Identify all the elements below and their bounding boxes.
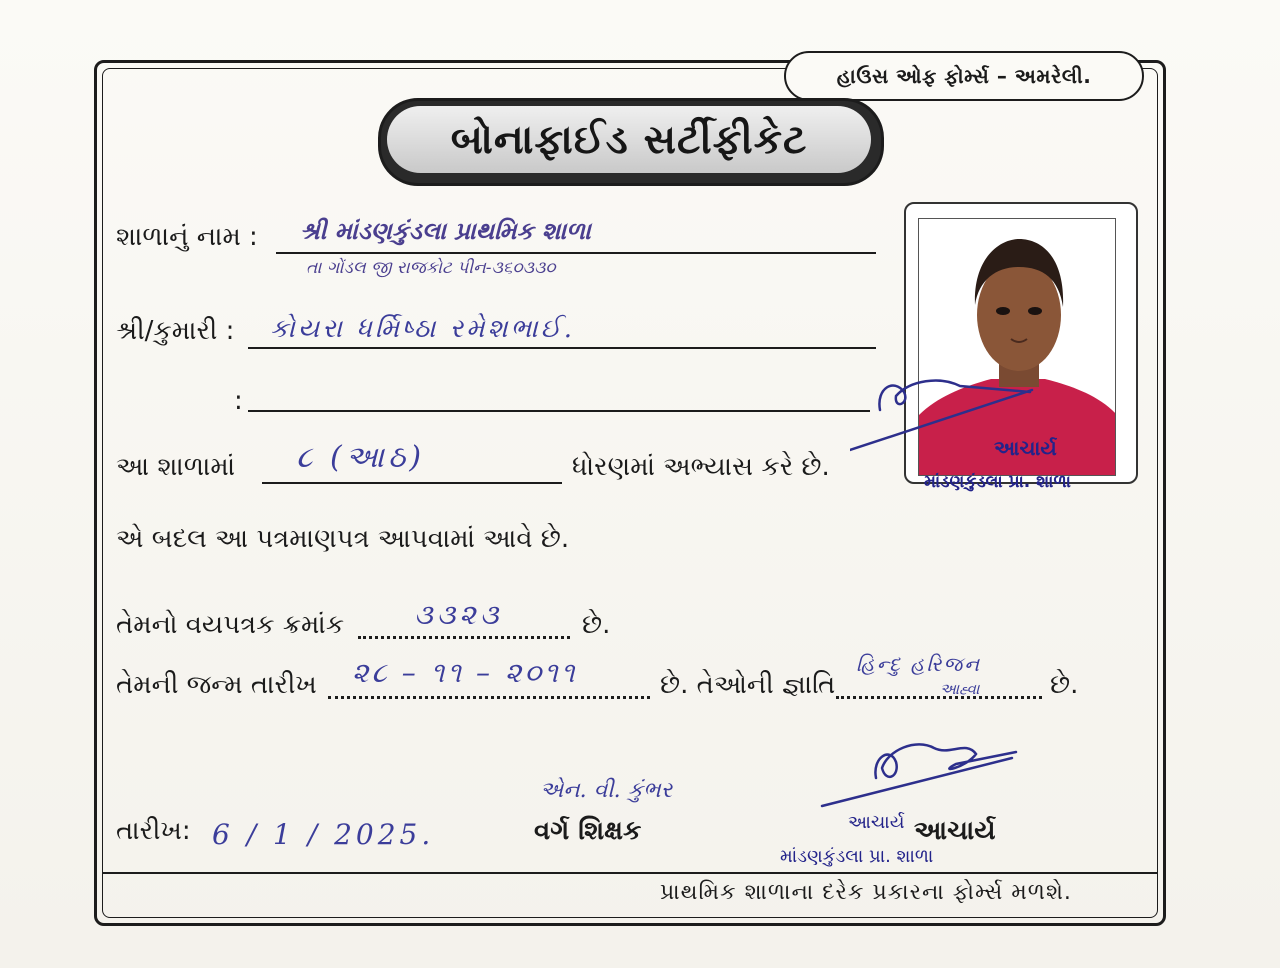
- extra-line-colon: :: [234, 386, 243, 416]
- dob-dots: [328, 696, 650, 699]
- register-dots: [358, 636, 570, 639]
- principal-signature: [816, 728, 1026, 812]
- school-name-stamp: શ્રી માંડણકુંડલા પ્રાથમિક શાળા: [300, 216, 591, 245]
- school-label: શાળાનું નામ :: [116, 222, 258, 252]
- student-name-line: [248, 347, 876, 349]
- class-value-handwritten: ૮ (આઠ): [296, 440, 426, 475]
- school-name-line: [276, 252, 876, 254]
- class-suffix: ધોરણમાં અભ્યાસ કરે છે.: [572, 452, 830, 482]
- caste-suffix: છે.: [1050, 670, 1079, 700]
- photo-stamp-school: માંડણકુંડલા પ્રા. શાળા: [924, 472, 1071, 492]
- student-name-handwritten: કોયરા ધર્મિષ્ઠા રમેશભાઈ.: [270, 314, 576, 344]
- footer-note: પ્રાથમિક શાળાના દરેક પ્રકારના ફોર્મ્સ મળશે.: [660, 880, 1072, 905]
- publisher-text: હાઉસ ઓફ ફોર્મ્સ – અમરેલી.: [836, 64, 1092, 88]
- register-suffix: છે.: [582, 610, 611, 640]
- teacher-name-handwritten: એન. વી. કુંભર: [540, 778, 673, 803]
- register-label: તેમનો વયપત્રક ક્રમાંક: [116, 610, 345, 640]
- caste-value-handwritten: હિન્દુ હરિજન: [856, 652, 982, 676]
- teacher-label: વર્ગ શિક્ષક: [534, 816, 642, 846]
- certificate-title: બોનાફાઈડ સર્ટીફીકેટ: [450, 116, 808, 163]
- dob-value-handwritten: ૨૮ – ૧૧ – ૨૦૧૧: [352, 656, 578, 689]
- caste-dots: [836, 696, 1042, 699]
- publisher-badge: [784, 51, 1144, 101]
- title-plate: [387, 106, 871, 173]
- dob-suffix: છે. તેઓની જ્ઞાતિ: [660, 670, 836, 700]
- dob-label: તેમની જન્મ તારીખ: [116, 670, 317, 700]
- student-label: શ્રી/કુમારી :: [116, 316, 235, 346]
- photo-stamp-principal: આચાર્ય: [994, 436, 1057, 460]
- principal-stamp-school: માંડણકુંડલા પ્રા. શાળા: [780, 846, 934, 867]
- school-address-stamp: તા ગોંડલ જી રાજકોટ પીન-૩૬૦૩૩૦: [306, 258, 556, 278]
- extra-blank-line: [248, 410, 870, 412]
- class-line: [262, 482, 562, 484]
- class-prefix: આ શાળામાં: [116, 452, 236, 482]
- certify-text: એ બદલ આ પત્રમાણપત્ર આપવામાં આવે છે.: [116, 524, 570, 554]
- register-value-handwritten: ૩૩૨૩: [414, 598, 503, 631]
- caste-value2-handwritten: આહ્વા: [940, 680, 980, 698]
- date-label: તારીખ:: [116, 816, 191, 846]
- principal-stamp-title: આચાર્ય: [848, 812, 905, 833]
- principal-label: આચાર્ય: [914, 816, 996, 846]
- title-banner: [378, 98, 884, 186]
- footer-divider: [102, 872, 1158, 874]
- date-value-handwritten: 6 / 1 / 2025.: [212, 818, 435, 851]
